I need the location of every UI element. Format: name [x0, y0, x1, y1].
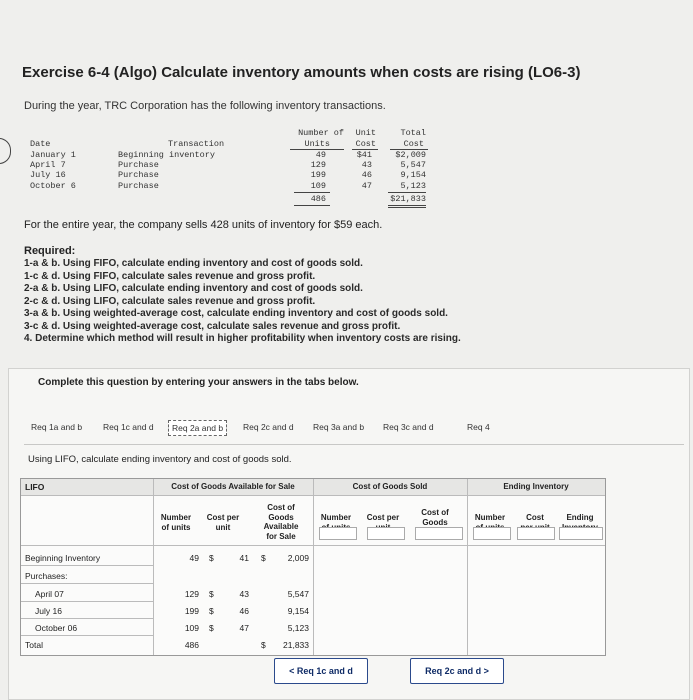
- group-available: Cost of Goods Available for Sale: [171, 482, 295, 491]
- end-inventory-input[interactable]: [559, 527, 603, 540]
- tx-row-unit-cost: 47: [361, 181, 372, 191]
- tab-req-1c-d[interactable]: Req 1c and d: [103, 422, 154, 432]
- tx-row-total: 5,547: [400, 160, 426, 170]
- lifo-grid: [20, 478, 606, 656]
- beginning-units: 49: [189, 553, 199, 563]
- april-units: 129: [184, 589, 199, 599]
- april-cost: 43: [239, 589, 249, 599]
- col-sold-cost: Cost per: [366, 513, 400, 522]
- col-cogs-available: Cost of Goods Available for Sale: [263, 503, 299, 541]
- row-label-april: April 07: [35, 589, 64, 599]
- tx-row-date: October 6: [30, 181, 76, 191]
- tx-row-unit-cost: 43: [361, 160, 372, 170]
- tab-req-4[interactable]: Req 4: [467, 422, 490, 432]
- col-end-cost: Cost: [526, 513, 544, 522]
- instructions: Complete this question by entering your answers in the tabs below.: [38, 377, 359, 388]
- july-cost-currency: $: [209, 606, 214, 616]
- tx-header-unit-cost-1: Unit: [355, 128, 376, 138]
- tx-row-units: 109: [310, 181, 326, 191]
- tab-req-2a-b[interactable]: Req 2a and b: [168, 420, 227, 436]
- row-label-july: July 16: [35, 606, 62, 616]
- end-cost-input[interactable]: [517, 527, 555, 540]
- beginning-total-currency: $: [261, 553, 266, 563]
- tx-row-date: January 1: [30, 150, 76, 160]
- tx-header-transaction: Transaction: [168, 139, 225, 149]
- tx-header-date: Date: [30, 139, 51, 149]
- next-req-button[interactable]: Req 2c and d >: [410, 658, 504, 684]
- july-total: 9,154: [287, 606, 309, 616]
- october-total: 5,123: [287, 623, 309, 633]
- required-item: 3-a & b. Using weighted-average cost, calculate ending inventory and cost of goods sold.: [24, 308, 448, 319]
- total-units: 486: [184, 640, 199, 650]
- col-num-units: Number of units: [160, 513, 192, 532]
- october-cost-currency: $: [209, 623, 214, 633]
- tx-row-date: April 7: [30, 160, 66, 170]
- sales-note: For the entire year, the company sells 428 units of inventory for $59 each.: [24, 219, 383, 231]
- exercise-title: Exercise 6-4 (Algo) Calculate inventory amounts when costs are rising (LO6-3): [22, 64, 581, 81]
- row-label-total: Total: [25, 640, 43, 650]
- april-cost-currency: $: [209, 589, 214, 599]
- col-end-units: Number: [474, 513, 506, 522]
- transactions-table: [0, 0, 693, 215]
- tab-req-2c-d[interactable]: Req 2c and d: [243, 422, 294, 432]
- total-cost: 21,833: [283, 640, 309, 650]
- question-text: Using LIFO, calculate ending inventory and cost of goods sold.: [28, 454, 292, 465]
- tx-header-units-1: Number of: [298, 128, 344, 138]
- tx-row-date: July 16: [30, 170, 66, 180]
- tx-header-total-1: Total: [400, 128, 426, 138]
- requirement-tabs: [24, 414, 684, 445]
- sold-units-input[interactable]: [319, 527, 357, 540]
- tx-row-units: 129: [310, 160, 326, 170]
- col-end-inventory: Ending: [566, 513, 594, 522]
- intro-text: During the year, TRC Corporation has the following inventory transactions.: [24, 100, 386, 112]
- required-item: 1-a & b. Using FIFO, calculate ending inventory and cost of goods sold.: [24, 258, 363, 269]
- col-sold-units: Number: [320, 513, 352, 522]
- tx-row-transaction: Purchase: [118, 160, 159, 170]
- tx-row-transaction: Beginning inventory: [118, 150, 215, 160]
- required-item: 1-c & d. Using FIFO, calculate sales revenue and gross profit.: [24, 270, 316, 282]
- october-units: 109: [184, 623, 199, 633]
- tx-row-units: 49: [315, 150, 326, 160]
- col-cost-per-unit: Cost per unit: [206, 513, 240, 532]
- row-label-beginning: Beginning Inventory: [25, 553, 101, 563]
- tx-total-cost: $21,833: [390, 194, 426, 204]
- tx-row-total: $2,009: [395, 150, 426, 160]
- july-cost: 46: [239, 606, 249, 616]
- october-cost: 47: [239, 623, 249, 633]
- tab-req-1a-b[interactable]: Req 1a and b: [31, 422, 83, 432]
- tx-header-total-2: Cost: [403, 139, 424, 149]
- april-total: 5,547: [287, 589, 309, 599]
- required-list: [24, 258, 461, 346]
- sold-cogs-input[interactable]: [415, 527, 463, 540]
- required-item: 3-c & d. Using weighted-average cost, calculate sales revenue and gross profit.: [24, 320, 401, 332]
- tx-header-units-2: Units: [304, 139, 330, 149]
- row-label-october: October 06: [35, 623, 78, 633]
- tx-row-total: 5,123: [400, 181, 426, 191]
- tx-row-transaction: Purchase: [118, 181, 159, 191]
- tx-row-units: 199: [310, 170, 326, 180]
- end-units-input[interactable]: [473, 527, 511, 540]
- tx-row-transaction: Purchase: [118, 170, 159, 180]
- group-ending: Ending Inventory: [503, 482, 569, 491]
- beginning-cost-currency: $: [209, 553, 214, 563]
- required-item: 2-a & b. Using LIFO, calculate ending inventory and cost of goods sold.: [24, 283, 363, 294]
- prev-req-button[interactable]: < Req 1c and d: [274, 658, 368, 684]
- sold-cost-input[interactable]: [367, 527, 405, 540]
- required-item: 4. Determine which method will result in higher profitability when inventory costs are rising.: [24, 333, 461, 344]
- tx-row-total: 9,154: [400, 170, 426, 180]
- beginning-total: 2,009: [287, 553, 309, 563]
- method-label: LIFO: [25, 482, 45, 492]
- july-units: 199: [184, 606, 199, 616]
- tab-req-3a-b[interactable]: Req 3a and b: [313, 422, 365, 432]
- tx-total-units: 486: [310, 194, 326, 204]
- col-sold-cogs: Cost of Goods: [421, 508, 449, 527]
- beginning-cost: 41: [239, 553, 249, 563]
- total-currency: $: [261, 640, 266, 650]
- group-sold: Cost of Goods Sold: [352, 482, 428, 491]
- required-heading: Required:: [24, 245, 76, 257]
- row-label-purchases: Purchases:: [25, 571, 68, 581]
- tab-req-3c-d[interactable]: Req 3c and d: [383, 422, 434, 432]
- tx-row-unit-cost: $41: [356, 150, 372, 160]
- required-item: 2-c & d. Using LIFO, calculate sales revenue and gross profit.: [24, 295, 316, 307]
- tx-header-unit-cost-2: Cost: [355, 139, 376, 149]
- tx-row-unit-cost: 46: [361, 170, 372, 180]
